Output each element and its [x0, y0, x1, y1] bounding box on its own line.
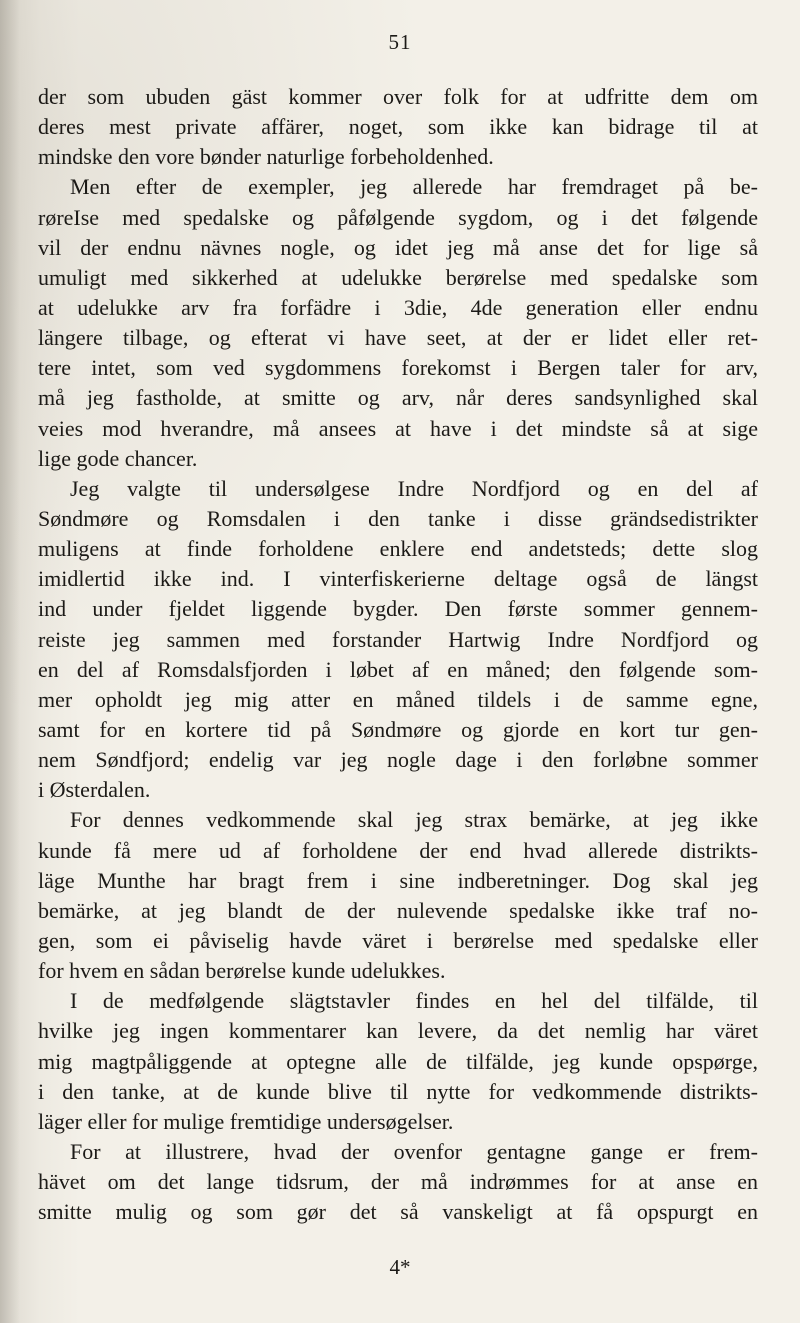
- text-line: längere tilbage, og efterat vi have seet, at der er lidet eller ret-: [38, 325, 758, 351]
- text-line: hävet om det lange tidsrum, der må indrømmes for at anse en: [38, 1169, 758, 1195]
- text-line: mer opholdt jeg mig atter en måned tildels i de samme egne,: [38, 686, 758, 712]
- text-line: lige gode chancer.: [38, 445, 198, 471]
- text-line: muligens at finde forholdene enklere end andetsteds; dette slog: [38, 536, 758, 562]
- text-line: kunde få mere ud af forholdene der end hvad allerede distrikts-: [38, 837, 758, 863]
- text-line: veies mod hverandre, må ansees at have i det mindste så at sige: [38, 415, 758, 441]
- text-line: smitte mulig og som gør det så vanskeligt at få opspurgt en: [38, 1199, 758, 1225]
- page-number: 51: [388, 30, 412, 54]
- text-line: umuligt med sikkerhed at udelukke berørelse med spedalske som: [38, 264, 758, 290]
- text-line: läge Munthe har bragt frem i sine indberetninger. Dog skal jeg: [38, 867, 758, 893]
- text-line: imidlertid ikke ind. I vinterfiskerierne deltage også de längst: [38, 566, 758, 592]
- body-text: [38, 82, 758, 1227]
- page-edge-shadow: [0, 0, 20, 1323]
- text-line: nem Søndfjord; endelig var jeg nogle dage i den forløbne sommer: [38, 747, 758, 773]
- text-line: mig magtpåliggende at optegne alle de tilfälde, jeg kunde opspørge,: [38, 1048, 758, 1074]
- signature-mark: 4*: [389, 1255, 411, 1279]
- text-line: samt for en kortere tid på Søndmøre og gjorde en kort tur gen-: [38, 716, 758, 742]
- text-line: For at illustrere, hvad der ovenfor gentagne gange er frem-: [70, 1138, 758, 1164]
- text-line: Men efter de exempler, jeg allerede har fremdraget på be-: [70, 174, 758, 200]
- text-line: en del af Romsdalsfjorden i løbet af en måned; den følgende som-: [38, 656, 758, 682]
- text-line: i den tanke, at de kunde blive til nytte for vedkommende distrikts-: [38, 1078, 758, 1104]
- text-line: røreIse med spedalske og påfølgende sygdom, og i det følgende: [38, 204, 758, 230]
- text-line: For dennes vedkommende skal jeg strax bemärke, at jeg ikke: [70, 807, 758, 833]
- text-line: må jeg fastholde, at smitte og arv, når deres sandsynlighed skal: [38, 385, 758, 411]
- text-line: der som ubuden gäst kommer over folk for at udfritte dem om: [38, 84, 758, 109]
- text-line: bemärke, at jeg blandt de der nulevende spedalske ikke traf no-: [38, 897, 758, 923]
- text-line: I de medfølgende slägtstavler findes en hel del tilfälde, til: [70, 988, 758, 1014]
- text-line: at udelukke arv fra forfädre i 3die, 4de generation eller endnu: [38, 294, 758, 320]
- text-line: for hvem en sådan berørelse kunde udelukkes.: [38, 958, 446, 984]
- text-line: tere intet, som ved sygdommens forekomst i Bergen taler for arv,: [38, 355, 758, 381]
- text-line: reiste jeg sammen med forstander Hartwig Indre Nordfjord og: [38, 626, 758, 652]
- text-line: hvilke jeg ingen kommentarer kan levere, da det nemlig har väret: [38, 1018, 758, 1044]
- text-line: i Østerdalen.: [38, 777, 151, 803]
- text-line: mindske den vore bønder naturlige forbeholdenhed.: [38, 144, 494, 170]
- text-line: Jeg valgte til undersølgese Indre Nordfjord og en del af: [70, 475, 758, 501]
- text-line: ind under fjeldet liggende bygder. Den første sommer gennem-: [38, 596, 758, 622]
- text-line: Søndmøre og Romsdalen i den tanke i disse grändsedistrikter: [38, 505, 758, 531]
- text-line: gen, som ei påviselig havde väret i berørelse med spedalske eller: [38, 927, 758, 953]
- text-line: deres mest private affärer, noget, som ikke kan bidrage til at: [38, 114, 758, 140]
- text-line: läger eller for mulige fremtidige undersøgelser.: [38, 1108, 454, 1134]
- text-line: vil der endnu nävnes nogle, og idet jeg må anse det for lige så: [38, 234, 758, 260]
